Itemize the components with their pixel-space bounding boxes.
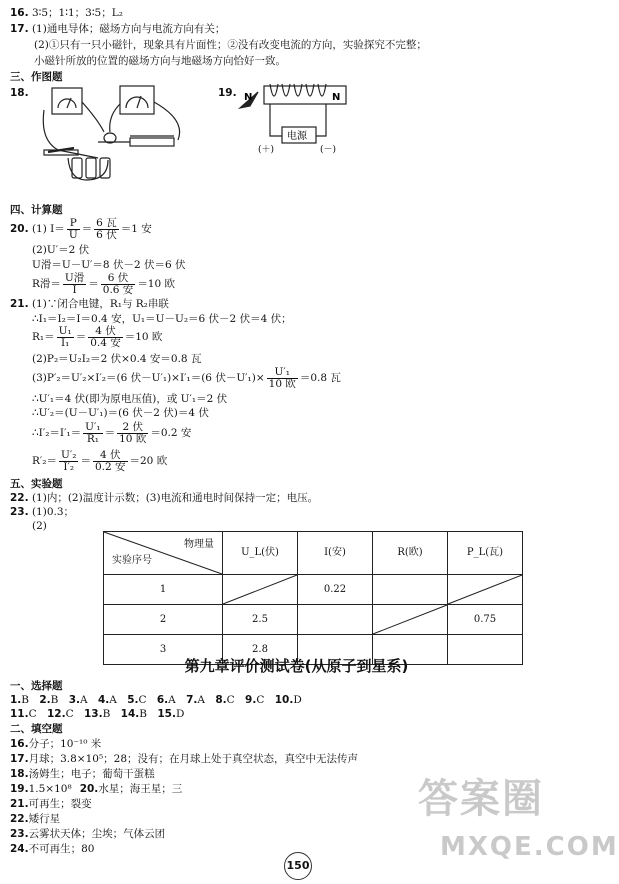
q21-line6: ∴U′₁＝4 伏(即为原电压值)，或 U′₁＝2 伏 bbox=[32, 393, 228, 405]
experiment-data-table bbox=[103, 531, 523, 665]
q17-line1: (1)通电导体；磁场方向与电流方向有关； bbox=[31, 23, 226, 35]
section-fill-heading: 二、填空题 bbox=[10, 723, 63, 735]
fill-22: 22.矮行星 bbox=[10, 813, 61, 825]
fill-16: 16.分子；10⁻¹⁰ 米 bbox=[10, 738, 102, 750]
struck-cell bbox=[373, 605, 448, 635]
q21-line8: ∴I′₂＝I′₁＝ $\frac{\text{U′₁}}{\text{R₁}}$ ＝ $\frac{\text{2 伏}}{\text{10 欧}}$ ＝0.2 安 bbox=[32, 420, 192, 445]
q20-line3: U滑＝U－U′＝8 伏－2 伏＝6 伏 bbox=[32, 259, 186, 271]
watermark-logo: 答案圈 bbox=[418, 776, 544, 822]
q23-part2-label: (2) bbox=[32, 520, 47, 532]
q20-line1: 20. (1) I＝ $\frac{P}{U}$ ＝ $\frac{\text{6 瓦}}{\text{6 伏}}$ ＝1 安 bbox=[10, 216, 152, 241]
q17-line3: 小磁针所放的位置的磁场方向与地磁场方向恰好一致。 bbox=[34, 55, 286, 67]
minus-terminal-label: (－) bbox=[320, 145, 337, 155]
q16-number: 16. bbox=[10, 7, 29, 19]
q21-line1: 21. (1)∵闭合电键，R₁与 R₂串联 bbox=[10, 298, 169, 310]
table-cell: 0.75 bbox=[448, 605, 523, 635]
table-cell: 2 bbox=[104, 605, 223, 635]
q23-number: 23. bbox=[10, 506, 29, 518]
q16-answer: 3∶5；1∶1；3∶5；L₂ bbox=[31, 7, 123, 19]
header-resistance: R(欧) bbox=[373, 532, 448, 575]
mc-row-1: 1.B 2.B 3.A 4.A 5.C 6.A 7.A 8.C 9.C 10.D bbox=[10, 694, 302, 706]
header-voltage: U_L(伏) bbox=[223, 532, 298, 575]
ammeter-body bbox=[120, 86, 154, 114]
fill-18: 18.汤姆生；电子；葡萄干蛋糕 bbox=[10, 768, 155, 780]
table-cell bbox=[298, 605, 373, 635]
table-cell: 1 bbox=[104, 575, 223, 605]
q18-circuit-figure bbox=[38, 80, 190, 188]
battery-2 bbox=[86, 158, 96, 178]
q21-line7: ∴U′₂＝(U－U′₁)＝(6 伏－2 伏)＝4 伏 bbox=[32, 407, 209, 419]
section-choice-heading: 一、选择题 bbox=[10, 680, 63, 692]
fill-19-20: 19.1.5×10⁸ 20.水星；海王星；三 bbox=[10, 783, 183, 795]
plus-terminal-label: (＋) bbox=[258, 145, 275, 155]
rheostat bbox=[130, 138, 174, 146]
q21-line3: R₁＝ $\frac{\text{U₁}}{\text{I₁}}$ ＝ $\frac{\text{4 伏}}{\text{0.4 安}}$ ＝10 欧 bbox=[32, 324, 163, 349]
q19-solenoid-figure bbox=[236, 82, 360, 154]
diagonal-header-cell bbox=[104, 532, 223, 575]
chapter-title: 第九章评价测试卷(从原子到星系) bbox=[184, 657, 409, 675]
section-calculation-heading: 四、计算题 bbox=[10, 204, 63, 216]
power-source-label: 电源 bbox=[287, 131, 307, 142]
section-experiment-heading: 五、实验题 bbox=[10, 478, 63, 490]
q20-line2: (2)U′＝2 伏 bbox=[32, 244, 90, 256]
q21-number: 21. bbox=[10, 298, 29, 310]
q20-number: 20. bbox=[10, 223, 29, 235]
struck-cell bbox=[223, 575, 298, 605]
q21-line2: ∴I₁＝I₂＝I＝0.4 安，U₁＝U－U₂＝6 伏－2 伏＝4 伏； bbox=[32, 313, 292, 325]
table-cell: 2.8 bbox=[223, 635, 298, 665]
mc-row-2: 11.C 12.C 13.B 14.B 15.D bbox=[10, 708, 185, 720]
q22-row bbox=[10, 491, 318, 505]
table-cell: 0.22 bbox=[298, 575, 373, 605]
voltmeter-body bbox=[52, 88, 82, 114]
struck-cell bbox=[448, 575, 523, 605]
compass-n-label: N bbox=[244, 92, 253, 103]
table-cell: 2.5 bbox=[223, 605, 298, 635]
q18-number: 18. bbox=[10, 87, 29, 99]
table-row bbox=[104, 605, 523, 635]
q20-line4: R滑＝ $\frac{\text{U滑}}{I}$ ＝ $\frac{\text{6 伏}}{\text{0.6 安}}$ ＝10 欧 bbox=[32, 271, 176, 296]
solenoid-n-label: N bbox=[332, 92, 341, 103]
q20-fraction-values: $\frac{\text{6 瓦}}{\text{6 伏}}$ bbox=[96, 216, 117, 241]
fill-17: 17.月球；3.8×10⁵；28；没有；在月球上处于真空状态，真空中无法传声 bbox=[10, 753, 359, 765]
section-drawing-heading: 三、作图题 bbox=[10, 71, 63, 83]
q17-number: 17. bbox=[10, 23, 29, 35]
header-power: P_L(瓦) bbox=[448, 532, 523, 575]
q21-line4: (2)P₂＝U₂I₂＝2 伏×0.4 安＝0.8 瓦 bbox=[32, 353, 202, 365]
table-cell: 3 bbox=[104, 635, 223, 665]
q17-row bbox=[10, 22, 225, 36]
q23-part1: (1)0.3； bbox=[31, 506, 75, 518]
table-cell bbox=[373, 575, 448, 605]
q22-number: 22. bbox=[10, 492, 29, 504]
q17-line2: (2)①只有一只小磁针，现象具有片面性；②没有改变电流的方向，实验探究不完整； bbox=[34, 39, 427, 51]
q21-line5: (3)P′₂＝U′₂×I′₂＝(6 伏－U′₁)×I′₁＝(6 伏－U′₁)× $\frac{\text{U′₁}}{\text{10 欧}}$ ＝0.8 瓦 bbox=[32, 365, 341, 390]
watermark-url: MXQE.COM bbox=[440, 832, 619, 862]
header-current: I(安) bbox=[298, 532, 373, 575]
fill-24: 24.不可再生；80 bbox=[10, 843, 95, 855]
table-row bbox=[104, 575, 523, 605]
fill-21: 21.可再生；裂变 bbox=[10, 798, 92, 810]
q16-row bbox=[10, 6, 123, 20]
q22-answer: (1)内；(2)温度计示数；(3)电流和通电时间保持一定；电压。 bbox=[31, 492, 319, 504]
q20-result-current: ＝1 安 bbox=[120, 223, 152, 235]
q21-line9: R′₂＝ $\frac{\text{U′₂}}{\text{I′₂}}$ ＝ $\frac{\text{4 伏}}{\text{0.2 安}}$ ＝20 欧 bbox=[32, 448, 168, 473]
diag-label-quantity: 物理量 bbox=[184, 539, 214, 550]
fill-23: 23.云雾状天体；尘埃；气体云团 bbox=[10, 828, 166, 840]
q23-row bbox=[10, 505, 74, 519]
table-header-row bbox=[104, 532, 523, 575]
q20-fraction-p-over-u: $\frac{P}{U}$ bbox=[68, 216, 78, 241]
q19-number: 19. bbox=[218, 87, 237, 99]
diag-label-trial: 实验序号 bbox=[112, 555, 152, 566]
page-number: 150 bbox=[284, 852, 312, 880]
q20-formula-start: (1) I＝ bbox=[31, 223, 65, 235]
